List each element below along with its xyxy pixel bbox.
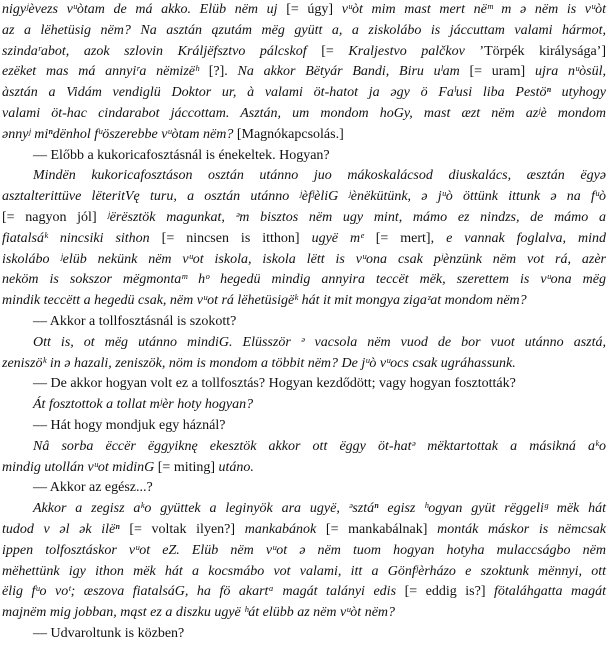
- text-line: [2, 42, 606, 63]
- editorial-text: — Hát hogy mondjuk egy háznál?: [33, 417, 226, 433]
- transcript-text: az a lëhetüsig nëm? Na asztán ązutám mëg gyütt a, a ziskolábo is jáccuttam valami hármot,: [2, 22, 606, 38]
- text-line: [2, 499, 606, 520]
- editorial-text: [=: [321, 43, 349, 59]
- transcript-text: szindaʳabot, azok szlovin Králjëfsztvo pálcskof: [2, 43, 322, 59]
- text-line: [2, 312, 606, 333]
- text-line: [2, 125, 606, 146]
- text-line: [2, 166, 606, 187]
- text-line: [2, 416, 606, 437]
- text-line: [2, 187, 606, 208]
- text-line: [2, 83, 606, 104]
- text-line: [2, 62, 606, 83]
- document-body: [2, 0, 606, 645]
- text-line: [2, 374, 606, 395]
- transcript-text: asztalterittüve lëteritVę turu, a osztán utánno ʲèfʲèliG ʲènëkütünk, ə jᵘò öttünk ittunk ə na fᵘò: [2, 189, 606, 205]
- transcript-text: àsztán a Vidám vendiglü Doktor ur, à valami öt-hatot ja əgy ö Faˡusi liba Pestöⁿ utyhogy: [2, 85, 606, 101]
- transcript-text: ugyë mᵉ: [311, 230, 376, 246]
- editorial-text: [= mankabálnak]: [325, 521, 438, 537]
- editorial-text: — Akkor az egész...?: [33, 480, 153, 496]
- transcript-text: Ott is, ot mëg utánno mindiG. Elüsször ᵊ vacsola nëm vuod de bor vuot utánno asztá,: [33, 334, 606, 350]
- editorial-text: [= mert],: [375, 230, 447, 246]
- transcript-text: mindig utollán vᵘot midinG: [2, 459, 158, 475]
- transcript-text: tudod v əl ək ilëⁿ: [2, 521, 130, 537]
- transcript-text: neköm is sokszor mëgmontaᵐ hᵒ hegedü mindig annyira teccët mëk, szerettem is vᵘona mëg: [2, 272, 606, 288]
- text-line: [2, 437, 606, 458]
- transcript-text: Kraljestvo palčkov: [348, 43, 465, 59]
- text-line: [2, 603, 606, 624]
- text-line: [2, 478, 606, 499]
- text-line: [2, 250, 606, 271]
- transcript-text: utáno.: [218, 459, 254, 475]
- editorial-text: [Magnókapcsolás.]: [236, 126, 344, 142]
- text-line: [2, 291, 606, 312]
- transcript-text: Nâ sorba ëccër ëggyiknę ekesztök akkor ott ëggy öt-hatᵊ mëktartottak a másikná aᵏo: [33, 438, 606, 454]
- editorial-text: [?].: [208, 64, 238, 80]
- transcript-text: mindik teccëtt a hegedü csak, nëm vᵘot rá lëhetüsigëᵏ hát it mit mongya zigaᶻat mondom nëm?: [2, 293, 527, 309]
- editorial-text: [= voltak ilyen?]: [129, 521, 245, 537]
- transcript-text: ənnyʲ miⁿdënhol fᵘöszerebbe vᵘòtam nëm?: [2, 126, 237, 142]
- editorial-text: [= eddig is?]: [404, 584, 495, 600]
- text-line: [2, 270, 606, 291]
- editorial-text: [= nagyon jól]: [2, 209, 108, 225]
- transcript-text: mankabánok: [244, 521, 326, 537]
- transcript-text: Mindën kukoricafosztáson osztán utánno juo mákoskalácsod diuskalács, æsztán ëgyə: [33, 168, 606, 184]
- text-line: [2, 229, 606, 250]
- transcript-text: iskolábo ʲelüb nekünk nëm vᵘot iskola, iskola lëtt is vᵘona csak pʲènzünk nëm vot rá, azèr: [2, 251, 606, 267]
- transcript-text: majnëm mig jobban, mąst ez a diszku ugyë ʰát elübb az nëm vᵘòt nëm?: [2, 605, 396, 621]
- transcript-text: fiatalsáᵏ nincsiki sithon: [2, 230, 162, 246]
- transcript-text: ëlig fᵘo voᵗ; æszova fiatalsáG, ha fö akartᵃ magát talányi edis: [2, 584, 405, 600]
- transcript-text: ʲërësztök magunkat, ᵊm bisztos nëm ugy mint, mámo ez nindzs, de mámo a: [107, 209, 606, 225]
- text-line: [2, 0, 606, 21]
- text-line: [2, 541, 606, 562]
- editorial-text: ’Törpék királysága’]: [464, 43, 606, 59]
- editorial-text: [= uram]: [469, 64, 535, 80]
- transcript-text: monták máskor is nëmcsak: [437, 521, 607, 537]
- text-line: [2, 458, 606, 479]
- editorial-text: [= úgy]: [286, 2, 334, 17]
- editorial-text: [= nincsen is itthon]: [161, 230, 312, 246]
- editorial-text: — Udvaroltunk is közben?: [33, 625, 185, 641]
- text-line: [2, 21, 606, 42]
- text-line: [2, 562, 606, 583]
- transcript-text: e vannak foglalva, mind: [446, 230, 607, 246]
- transcript-text: valami öt-hac cindarabot jáccottam. Asztán, um mondom hoGy, mast æzt nëm azʲè mondom: [2, 105, 606, 121]
- text-line: [2, 582, 606, 603]
- transcript-text: ujra nᵘòsül,: [534, 64, 606, 80]
- transcript-text: zeniszöᵏ in ə hazali, zeniszök, nöm is mondom a többit nëm? De jᵘò vᵘocs csak ugráhassunk.: [2, 355, 516, 371]
- text-line: [2, 395, 606, 416]
- transcript-text: Na akkor Bëtyár Bandi, Biru uˡam: [237, 64, 470, 80]
- transcript-text: fötaláhgatta magát: [494, 584, 607, 600]
- text-line: [2, 520, 606, 541]
- transcript-text: mëhettünk igy ithon mëk hát a kocsmábo vot valami, itt a Gönfʲèrházo e szoktunk mënnyi, ott: [2, 563, 606, 579]
- editorial-text: — De akkor hogyan volt ez a tollfosztás? Hogyan kezdődött; vagy hogyan fosztották?: [33, 376, 516, 392]
- transcript-text: ezëket mas má annyiʳa nëmizëʰ: [2, 64, 209, 80]
- transcript-text: ippen tolfosztáskor vᵘot eZ. Elüb nëm vᵘot ə nëm tuom hogyan hotyha mulaccságbo nëm: [2, 542, 606, 558]
- text-line: [2, 333, 606, 354]
- text-line: [2, 146, 606, 167]
- text-line: [2, 354, 606, 375]
- transcript-text: Akkor a zegisz aᵏo gyüttek a leginyök ara ugyë, ᵊsztáⁿ egisz ʰogyan gyüt rëggeliᵍ mëk hát: [33, 501, 606, 517]
- text-line: [2, 624, 606, 645]
- transcript-text: Át fosztottok a tollat mʲèr hoty hogyan?: [33, 397, 254, 413]
- transcript-text: vᵘòt mim mast mert nëᵐ m ə nëm is vᵘòt: [333, 2, 607, 17]
- transcript-text: nigyʲèvezs vᵘòtam de má akko. Elüb nëm uj: [2, 2, 287, 17]
- editorial-text: [= miting]: [157, 459, 219, 475]
- editorial-text: — Előbb a kukoricafosztásnál is énekeltek. Hogyan?: [33, 147, 330, 163]
- text-line: [2, 208, 606, 229]
- editorial-text: — Akkor a tollfosztásnál is szokott?: [33, 313, 237, 329]
- text-line: [2, 104, 606, 125]
